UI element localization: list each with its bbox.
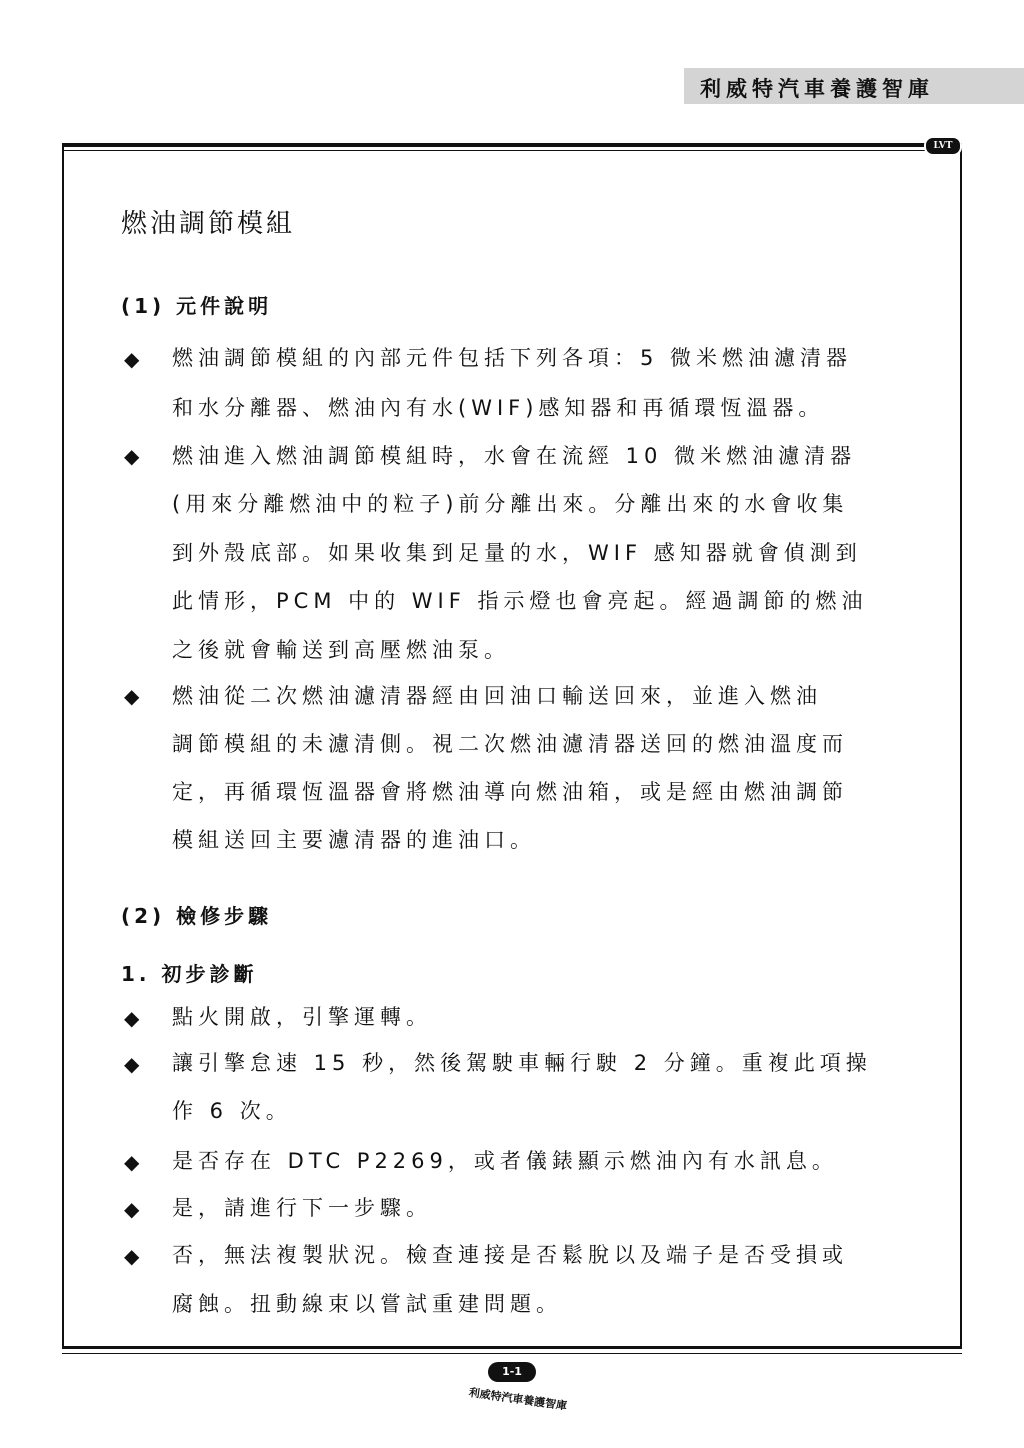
paragraph-line: 和水分離器、燃油內有水(WIF)感知器和再循環恆溫器。 (172, 396, 825, 420)
bullet-icon: ◆ (124, 1244, 140, 1268)
paragraph-line: 腐蝕。扭動線束以嘗試重建問題。 (172, 1292, 562, 1316)
paragraph-line: 到外殼底部。如果收集到足量的水，WIF 感知器就會偵測到 (172, 541, 862, 565)
paragraph-line: 定，再循環恆溫器會將燃油導向燃油箱，或是經由燃油調節 (172, 780, 848, 804)
bullet-icon: ◆ (124, 684, 140, 708)
bullet-icon: ◆ (124, 444, 140, 468)
subheading-preliminary-diagnosis: 1. 初步診斷 (121, 962, 258, 986)
bullet-icon: ◆ (124, 1150, 140, 1174)
paragraph-line: 模組送回主要濾清器的進油口。 (172, 828, 536, 852)
paragraph-line: 是否存在 DTC P2269，或者儀錶顯示燃油內有水訊息。 (172, 1149, 838, 1173)
bullet-icon: ◆ (124, 1006, 140, 1030)
section-heading-components: (1) 元件說明 (121, 294, 273, 318)
paragraph-line: (用來分離燃油中的粒子)前分離出來。分離出來的水會收集 (172, 492, 849, 516)
paragraph-line: 否，無法複製狀況。檢查連接是否鬆脫以及端子是否受損或 (172, 1243, 848, 1267)
paragraph-line: 是，請進行下一步驟。 (172, 1196, 432, 1220)
bullet-icon: ◆ (124, 1197, 140, 1221)
paragraph-line: 作 6 次。 (172, 1099, 292, 1123)
frame-top-rule (62, 143, 962, 147)
paragraph-line: 之後就會輸送到高壓燃油泵。 (172, 638, 510, 662)
bullet-icon: ◆ (124, 347, 140, 371)
paragraph-line: 燃油進入燃油調節模組時，水會在流經 10 微米燃油濾清器 (172, 444, 857, 468)
frame-left-rule (62, 143, 64, 1348)
page-title: 燃油調節模組 (121, 209, 296, 239)
header-title: 利威特汽車養護智庫 (700, 77, 934, 101)
paragraph-line: 燃油調節模組的內部元件包括下列各項：5 微米燃油濾清器 (172, 346, 853, 370)
frame-right-rule (960, 143, 962, 1348)
frame-bottom-rule (62, 1346, 962, 1349)
paragraph-line: 調節模組的未濾清側。視二次燃油濾清器送回的燃油溫度而 (172, 732, 848, 756)
section-heading-repair-steps: (2) 檢修步驟 (121, 904, 273, 928)
paragraph-line: 點火開啟，引擎運轉。 (172, 1005, 432, 1029)
lvt-logo-icon: LVT (924, 136, 962, 156)
frame-bottom-rule-thin (62, 1353, 962, 1354)
footer-publisher: 利威特汽車養護智庫 (467, 1385, 568, 1413)
frame-top-rule-thin (62, 150, 962, 151)
paragraph-line: 讓引擎怠速 15 秒，然後駕駛車輛行駛 2 分鐘。重複此項操 (172, 1051, 872, 1075)
paragraph-line: 燃油從二次燃油濾清器經由回油口輸送回來，並進入燃油 (172, 684, 822, 708)
paragraph-line: 此情形，PCM 中的 WIF 指示燈也會亮起。經過調節的燃油 (172, 589, 868, 613)
page-number-badge: 1-1 (488, 1362, 536, 1382)
bullet-icon: ◆ (124, 1052, 140, 1076)
